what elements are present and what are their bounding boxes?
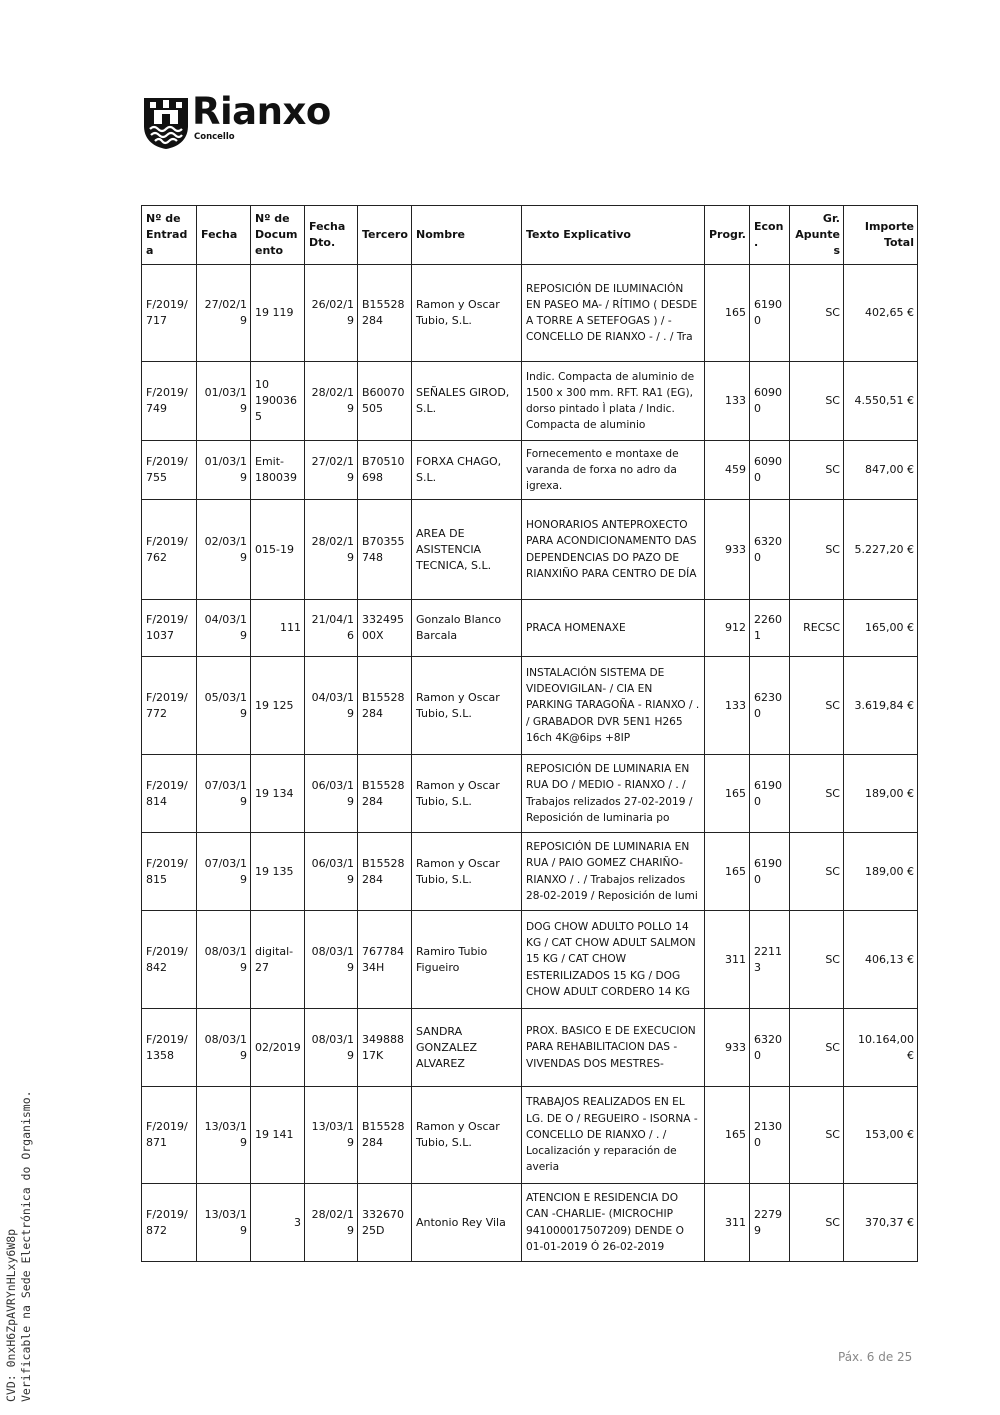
table-row	[142, 1184, 918, 1262]
cell-fecha: 07/03/19	[197, 833, 251, 911]
cell-tercero: B15528284	[358, 833, 412, 911]
logo-subtitle: Concello	[194, 132, 235, 142]
cell-entrada: F/2019/814	[142, 755, 197, 833]
verification-code: CVD: 0nxH6ZpAVRYnHLxy6W8p	[4, 1228, 18, 1402]
cell-documento: 19 119	[251, 265, 305, 362]
cell-fecha: 01/03/19	[197, 441, 251, 500]
cell-importe: 4.550,51 €	[844, 362, 918, 441]
cell-fecha-dto: 06/03/19	[305, 755, 358, 833]
cell-fecha: 08/03/19	[197, 1009, 251, 1087]
cell-texto: PROX. BASICO E DE EXECUCION PARA REHABILITACION DAS -VIVENDAS DOS MESTRES-	[522, 1009, 705, 1087]
cell-importe: 370,37 €	[844, 1184, 918, 1262]
cell-fecha-dto: 04/03/19	[305, 657, 358, 755]
cell-entrada: F/2019/871	[142, 1087, 197, 1184]
table-row	[142, 362, 918, 441]
table-row	[142, 441, 918, 500]
cell-texto: Fornecemento e montaxe de varanda de forxa no adro da igrexa.	[522, 441, 705, 500]
cell-progr: 459	[705, 441, 750, 500]
cell-fecha: 01/03/19	[197, 362, 251, 441]
table-row	[142, 1087, 918, 1184]
cell-fecha: 13/03/19	[197, 1087, 251, 1184]
col-header-tercero: Tercero	[358, 206, 412, 265]
cell-econ: 22113	[750, 911, 790, 1009]
cell-importe: 165,00 €	[844, 600, 918, 657]
cell-fecha-dto: 28/02/19	[305, 500, 358, 600]
cell-texto: INSTALACIÓN SISTEMA DE VIDEOVIGILAN- / CIA EN PARKING TARAGOÑA - RIANXO / . / GRABADOR DVR 5EN1 H265 16ch 4K@6ips +8IP	[522, 657, 705, 755]
cell-nombre: Antonio Rey Vila	[412, 1184, 522, 1262]
cell-gr-apuntes: SC	[790, 441, 844, 500]
cell-entrada: F/2019/772	[142, 657, 197, 755]
cell-documento: Emit-180039	[251, 441, 305, 500]
cell-texto: PRACA HOMENAXE	[522, 600, 705, 657]
cell-importe: 189,00 €	[844, 755, 918, 833]
cell-nombre: AREA DE ASISTENCIA TECNICA, S.L.	[412, 500, 522, 600]
col-header-fecha-dto: Fecha Dto.	[305, 206, 358, 265]
cell-progr: 311	[705, 1184, 750, 1262]
cell-tercero: B60070505	[358, 362, 412, 441]
cell-entrada: F/2019/755	[142, 441, 197, 500]
table-row	[142, 755, 918, 833]
cell-importe: 10.164,00 €	[844, 1009, 918, 1087]
col-header-econ: Econ.	[750, 206, 790, 265]
cell-gr-apuntes: SC	[790, 362, 844, 441]
cell-progr: 933	[705, 1009, 750, 1087]
cell-documento: 111	[251, 600, 305, 657]
table-row	[142, 657, 918, 755]
cell-gr-apuntes: SC	[790, 1009, 844, 1087]
cell-documento: 10 1900365	[251, 362, 305, 441]
cell-fecha-dto: 28/02/19	[305, 1184, 358, 1262]
cell-entrada: F/2019/1358	[142, 1009, 197, 1087]
cell-nombre: Gonzalo Blanco Barcala	[412, 600, 522, 657]
table-row	[142, 500, 918, 600]
cell-nombre: FORXA CHAGO, S.L.	[412, 441, 522, 500]
cell-tercero: 33267025D	[358, 1184, 412, 1262]
cell-entrada: F/2019/842	[142, 911, 197, 1009]
cell-tercero: 34988817K	[358, 1009, 412, 1087]
cell-texto: REPOSICIÓN DE ILUMINACIÓN EN PASEO MA- / RÍTIMO ( DESDE A TORRE A SETEFOGAS ) / - CONCELLO DE RIANXO - / . / Tra	[522, 265, 705, 362]
col-header-gr-apuntes: Gr. Apuntes	[790, 206, 844, 265]
cell-texto: HONORARIOS ANTEPROXECTO PARA ACONDICIONAMENTO DAS DEPENDENCIAS DO PAZO DE RIANXIÑO PARA CENTRO DE DÍA	[522, 500, 705, 600]
cell-gr-apuntes: SC	[790, 755, 844, 833]
cell-documento: 19 125	[251, 657, 305, 755]
cell-tercero: B15528284	[358, 755, 412, 833]
cell-nombre: Ramon y Oscar Tubio, S.L.	[412, 755, 522, 833]
col-header-nombre: Nombre	[412, 206, 522, 265]
cell-fecha-dto: 08/03/19	[305, 911, 358, 1009]
cell-texto: REPOSICIÓN DE LUMINARIA EN RUA / PAIO GOMEZ CHARIÑO- RIANXO / . / Trabajos relizados 28-02-2019 / Reposición de lumi	[522, 833, 705, 911]
cell-importe: 189,00 €	[844, 833, 918, 911]
table-row	[142, 833, 918, 911]
cell-texto: DOG CHOW ADULTO POLLO 14 KG / CAT CHOW ADULT SALMON 15 KG / CAT CHOW ESTERILIZADOS 15 KG / DOG CHOW ADULT CORDERO 14 KG	[522, 911, 705, 1009]
cell-econ: 63200	[750, 500, 790, 600]
cell-tercero: 76778434H	[358, 911, 412, 1009]
verification-note: Verificable na Sede Electrónica do Organismo.	[19, 1090, 33, 1402]
cell-nombre: Ramon y Oscar Tubio, S.L.	[412, 657, 522, 755]
cell-importe: 406,13 €	[844, 911, 918, 1009]
cell-texto: ATENCION E RESIDENCIA DO CAN -CHARLIE- (MICROCHIP 941000017507209) DENDE O 01-01-2019 Ó 26-02-2019	[522, 1184, 705, 1262]
cell-nombre: Ramiro Tubio Figueiro	[412, 911, 522, 1009]
cell-gr-apuntes: SC	[790, 1184, 844, 1262]
cell-fecha: 02/03/19	[197, 500, 251, 600]
cell-econ: 61900	[750, 265, 790, 362]
cell-econ: 60900	[750, 362, 790, 441]
cell-importe: 402,65 €	[844, 265, 918, 362]
cell-fecha-dto: 27/02/19	[305, 441, 358, 500]
cell-documento: 015-19	[251, 500, 305, 600]
cell-fecha-dto: 26/02/19	[305, 265, 358, 362]
cell-fecha-dto: 21/04/16	[305, 600, 358, 657]
cell-gr-apuntes: RECSC	[790, 600, 844, 657]
cell-nombre: SANDRA GONZALEZ ALVAREZ	[412, 1009, 522, 1087]
cell-importe: 153,00 €	[844, 1087, 918, 1184]
cell-fecha: 04/03/19	[197, 600, 251, 657]
cell-progr: 311	[705, 911, 750, 1009]
cell-tercero: B15528284	[358, 265, 412, 362]
cell-gr-apuntes: SC	[790, 657, 844, 755]
cell-fecha: 27/02/19	[197, 265, 251, 362]
cell-progr: 933	[705, 500, 750, 600]
cell-fecha: 08/03/19	[197, 911, 251, 1009]
cell-nombre: Ramon y Oscar Tubio, S.L.	[412, 265, 522, 362]
cell-tercero: 33249500X	[358, 600, 412, 657]
rianxo-shield-icon	[142, 96, 190, 150]
cell-entrada: F/2019/815	[142, 833, 197, 911]
cell-econ: 21300	[750, 1087, 790, 1184]
cell-progr: 133	[705, 657, 750, 755]
cell-progr: 165	[705, 1087, 750, 1184]
cell-documento: 19 135	[251, 833, 305, 911]
cell-tercero: B70510698	[358, 441, 412, 500]
cell-fecha: 05/03/19	[197, 657, 251, 755]
cell-documento: 19 141	[251, 1087, 305, 1184]
col-header-progr: Progr.	[705, 206, 750, 265]
invoice-register-table	[141, 205, 918, 1262]
cell-tercero: B15528284	[358, 657, 412, 755]
cell-gr-apuntes: SC	[790, 1087, 844, 1184]
cell-econ: 60900	[750, 441, 790, 500]
cell-fecha: 07/03/19	[197, 755, 251, 833]
cell-progr: 165	[705, 265, 750, 362]
col-header-importe: Importe Total	[844, 206, 918, 265]
cell-progr: 912	[705, 600, 750, 657]
cell-texto: REPOSICIÓN DE LUMINARIA EN RUA DO / MEDIO - RIANXO / . / Trabajos relizados 27-02-2019 / Reposición de luminaria po	[522, 755, 705, 833]
cell-fecha-dto: 08/03/19	[305, 1009, 358, 1087]
cell-progr: 165	[705, 755, 750, 833]
cell-gr-apuntes: SC	[790, 265, 844, 362]
cell-econ: 62300	[750, 657, 790, 755]
cell-tercero: B70355748	[358, 500, 412, 600]
cell-fecha: 13/03/19	[197, 1184, 251, 1262]
cell-tercero: B15528284	[358, 1087, 412, 1184]
cell-progr: 133	[705, 362, 750, 441]
cell-entrada: F/2019/717	[142, 265, 197, 362]
cell-importe: 847,00 €	[844, 441, 918, 500]
cell-gr-apuntes: SC	[790, 833, 844, 911]
logo-wordmark: Rianxo	[192, 90, 331, 133]
cell-econ: 61900	[750, 833, 790, 911]
cell-gr-apuntes: SC	[790, 911, 844, 1009]
cell-fecha-dto: 06/03/19	[305, 833, 358, 911]
cell-econ: 61900	[750, 755, 790, 833]
verification-stamp	[4, 1090, 34, 1402]
cell-entrada: F/2019/762	[142, 500, 197, 600]
cell-documento: digital-27	[251, 911, 305, 1009]
col-header-entrada: Nº de Entrada	[142, 206, 197, 265]
table-row	[142, 265, 918, 362]
cell-documento: 02/2019	[251, 1009, 305, 1087]
cell-econ: 63200	[750, 1009, 790, 1087]
table-header-row	[142, 206, 918, 265]
table-row	[142, 911, 918, 1009]
cell-texto: TRABAJOS REALIZADOS EN EL LG. DE O / REGUEIRO - ISORNA - CONCELLO DE RIANXO / . / Localización y reparación de averia	[522, 1087, 705, 1184]
cell-econ: 22601	[750, 600, 790, 657]
table-row	[142, 600, 918, 657]
cell-importe: 5.227,20 €	[844, 500, 918, 600]
cell-entrada: F/2019/872	[142, 1184, 197, 1262]
cell-nombre: Ramon y Oscar Tubio, S.L.	[412, 1087, 522, 1184]
cell-documento: 19 134	[251, 755, 305, 833]
cell-entrada: F/2019/1037	[142, 600, 197, 657]
col-header-documento: Nº de Documento	[251, 206, 305, 265]
cell-econ: 22799	[750, 1184, 790, 1262]
cell-nombre: SEÑALES GIROD, S.L.	[412, 362, 522, 441]
page-number: Páx. 6 de 25	[838, 1350, 913, 1364]
cell-fecha-dto: 13/03/19	[305, 1087, 358, 1184]
col-header-texto: Texto Explicativo	[522, 206, 705, 265]
table-row	[142, 1009, 918, 1087]
cell-nombre: Ramon y Oscar Tubio, S.L.	[412, 833, 522, 911]
cell-gr-apuntes: SC	[790, 500, 844, 600]
cell-entrada: F/2019/749	[142, 362, 197, 441]
cell-documento: 3	[251, 1184, 305, 1262]
cell-progr: 165	[705, 833, 750, 911]
cell-importe: 3.619,84 €	[844, 657, 918, 755]
concello-logo	[142, 90, 352, 152]
col-header-fecha: Fecha	[197, 206, 251, 265]
cell-fecha-dto: 28/02/19	[305, 362, 358, 441]
cell-texto: Indic. Compacta de aluminio de 1500 x 300 mm. RFT. RA1 (EG), dorso pintado Ì plata / Indic. Compacta de aluminio	[522, 362, 705, 441]
